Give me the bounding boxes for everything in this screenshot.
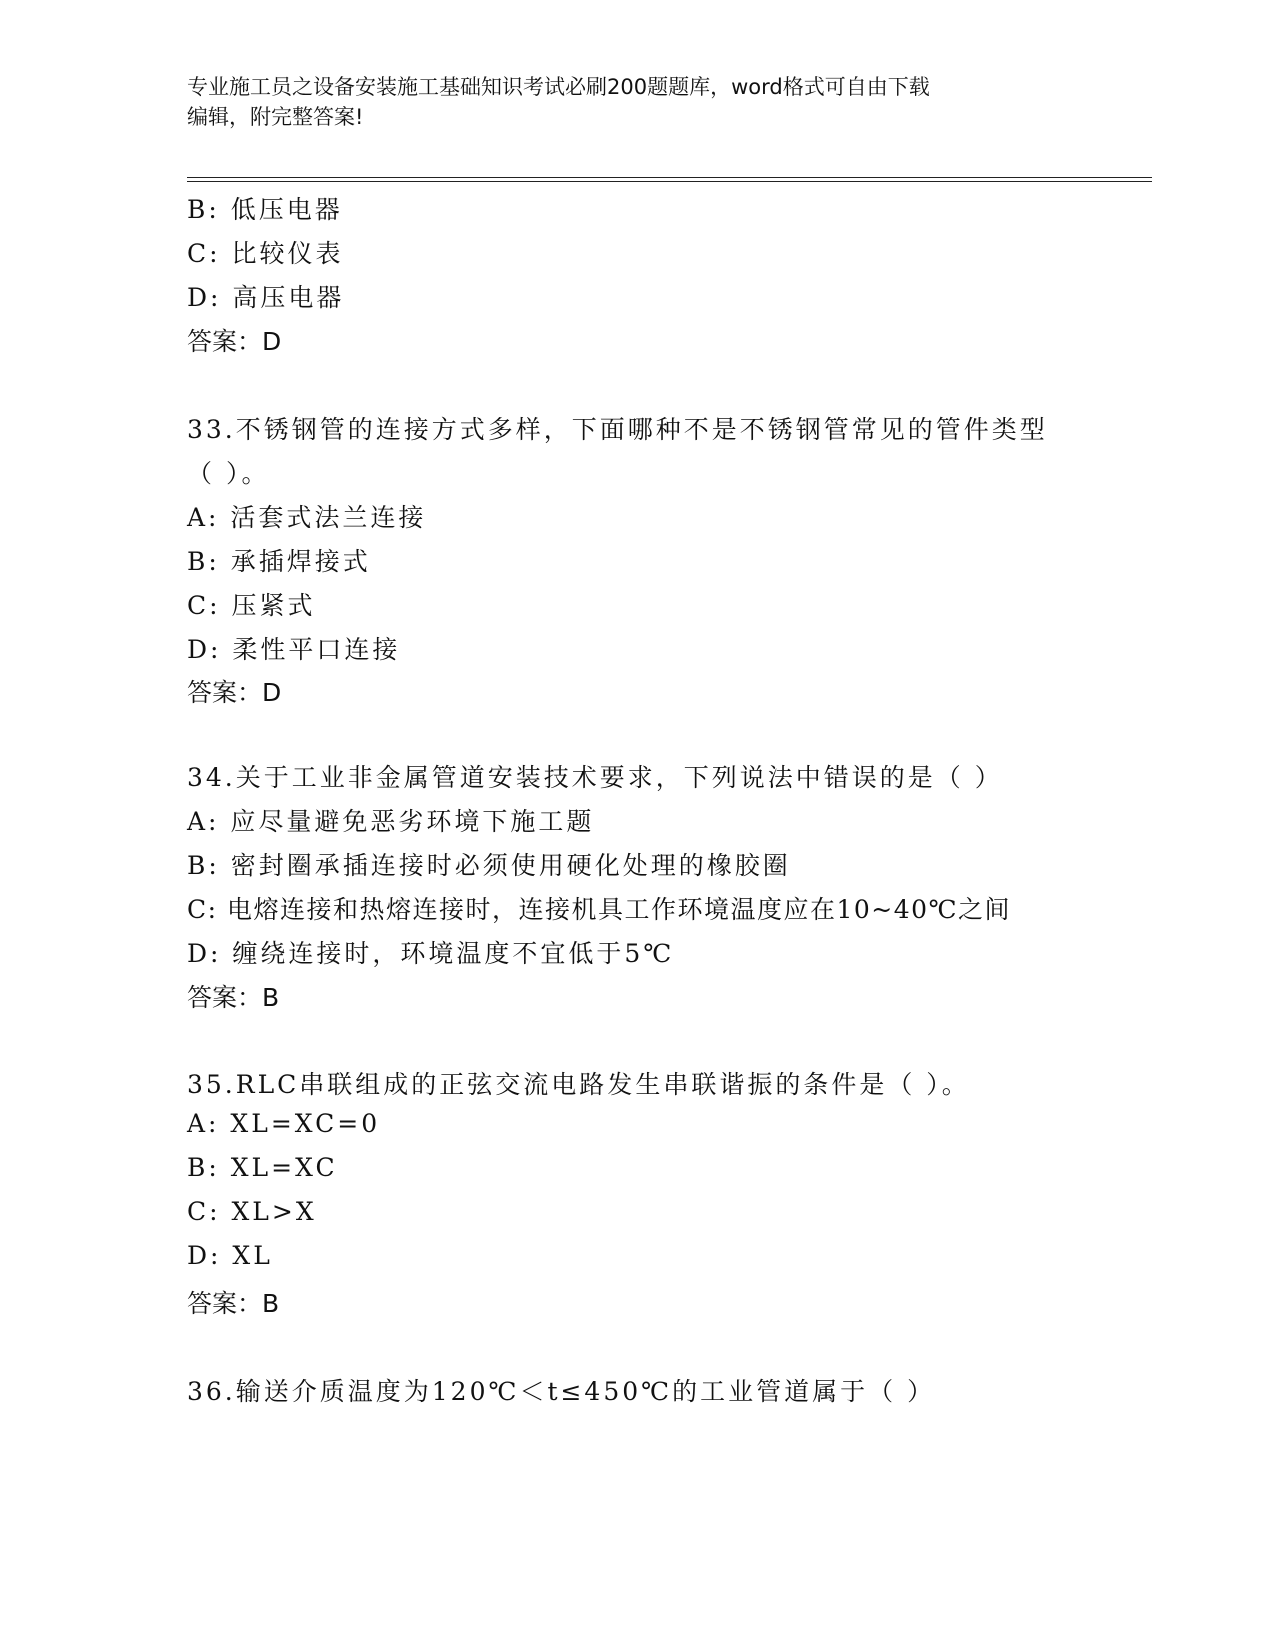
header-line-1: 专业施工员之设备安装施工基础知识考试必刷200题题库，word格式可自由下载 [187, 75, 930, 99]
header-divider-bottom [187, 181, 1152, 182]
q35-option-a: A: XL=XC=0 [187, 1109, 381, 1138]
q35-stem: 35.RLC串联组成的正弦交流电路发生串联谐振的条件是（ ）。 [187, 1070, 970, 1099]
q32-option-d: D: 高压电器 [187, 283, 345, 312]
q32-answer: 答案：D [187, 327, 282, 356]
document-header [187, 72, 1087, 132]
header-divider-top [187, 177, 1152, 178]
q34-option-d: D: 缠绕连接时，环境温度不宜低于5℃ [187, 939, 675, 968]
q33-option-c: C: 压紧式 [187, 591, 316, 620]
q33-option-a: A: 活套式法兰连接 [187, 503, 427, 532]
q32-option-c: C: 比较仪表 [187, 239, 344, 268]
q33-option-d: D: 柔性平口连接 [187, 635, 401, 664]
q32-option-b: B: 低压电器 [187, 195, 343, 224]
q33-stem-line-1: 33.不锈钢管的连接方式多样，下面哪种不是不锈钢管常见的管件类型 [187, 415, 1048, 444]
q34-answer: 答案：B [187, 983, 280, 1012]
q33-option-b: B: 承插焊接式 [187, 547, 371, 576]
q35-option-d: D: XL [187, 1241, 273, 1270]
q35-option-b: B: XL=XC [187, 1153, 338, 1182]
header-line-2: 编辑，附完整答案! [187, 105, 364, 129]
q34-stem: 34.关于工业非金属管道安装技术要求，下列说法中错误的是（ ） [187, 763, 1003, 792]
q34-option-a: A: 应尽量避免恶劣环境下施工题 [187, 807, 595, 836]
q33-stem-line-2: （ ）。 [187, 459, 270, 488]
q35-answer: 答案：B [187, 1289, 280, 1318]
q33-answer: 答案：D [187, 678, 282, 707]
q34-option-c: C: 电熔连接和热熔连接时，连接机具工作环境温度应在10~40℃之间 [187, 895, 1012, 924]
q35-option-c: C: XL>X [187, 1197, 317, 1226]
q36-stem: 36.输送介质温度为120℃＜t≤450℃的工业管道属于（ ） [187, 1377, 936, 1406]
q34-option-b: B: 密封圈承插连接时必须使用硬化处理的橡胶圈 [187, 851, 791, 880]
